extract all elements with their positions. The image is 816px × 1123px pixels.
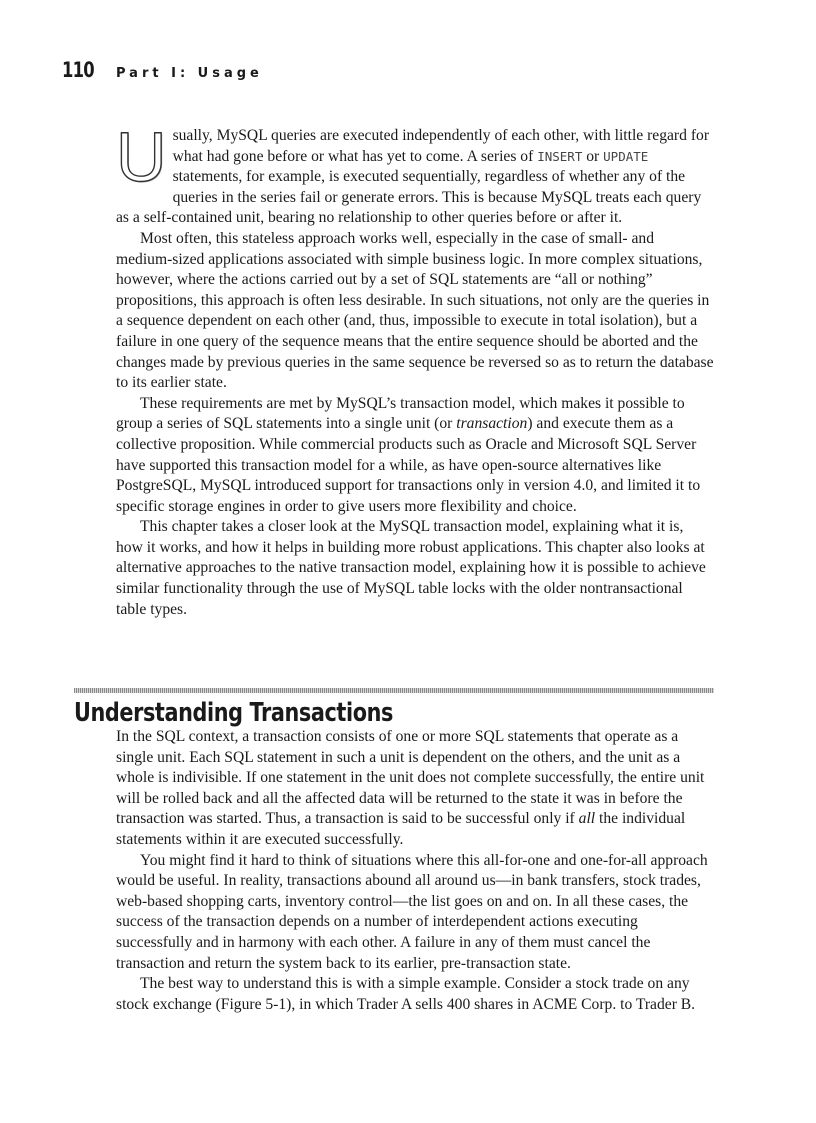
drop-cap: U bbox=[116, 118, 167, 196]
intro-paragraph-3 bbox=[116, 394, 714, 518]
section-paragraph-3: The best way to understand this is with a simple example. Consider a stock trade on any stock exchange (Figure 5-1), in which Trader A sells 400 shares in ACME Corp. to Trader B. bbox=[116, 975, 696, 1013]
section-p1-text-a: In the SQL context, a transaction consists of one or more SQL statements that operate as a single unit. Each SQL statement in such a unit is dependent on the others, and the unit as a whole is indivisible. If one statement in the unit does not complete successfully, the entire unit will be rolled back and all the affected data will be returned to the state it was in before the transaction was started. Thus, a transaction is said to be successful only if bbox=[116, 728, 705, 828]
section-p1-text-b: the individual statements within it are executed successfully. bbox=[116, 810, 686, 848]
intro-paragraph-1 bbox=[116, 118, 714, 229]
page-number: 110 bbox=[62, 58, 94, 82]
chapter-intro bbox=[116, 118, 714, 620]
running-head bbox=[62, 58, 263, 82]
term-transaction: transaction bbox=[456, 415, 528, 433]
code-update: UPDATE bbox=[603, 148, 649, 164]
intro-paragraph-4: This chapter takes a closer look at the MySQL transaction model, explaining what it is, how it works, and how it helps in building more robust applications. This chapter also looks at alternative approaches to the native transaction model, explaining how it is possible to achieve similar functionality through the use of MySQL table locks with the older nontransactional table types. bbox=[116, 518, 706, 618]
intro-p1-text-c: statements, for example, is executed sequentially, regardless of whether any of the queries in the series fail or generate errors. This is because MySQL treats each query as a self-contained unit, bearing no relationship to other queries before or after it. bbox=[116, 168, 702, 227]
intro-p3-text-a: These requirements are met by MySQL’s transaction model, which makes it possible to group a series of SQL statements into a single unit (or bbox=[116, 394, 685, 433]
section-body bbox=[116, 727, 714, 1015]
intro-p1-text-a: sually, MySQL queries are executed independently of each other, with little regard for what had gone before or what has yet to come. A series of bbox=[172, 127, 710, 165]
section-heading: Understanding Transactions bbox=[74, 698, 393, 728]
intro-p1-text-b: or bbox=[582, 147, 604, 165]
intro-p3-text-b: ) and execute them as a collective proposition. While commercial products such as Oracle and Microsoft SQL Server have supported this transaction model for a while, as have open-source alternatives like PostgreSQL, MySQL introduced support for transactions only in version 4.0, and limited it to specific storage engines in order to give users more flexibility and choice. bbox=[116, 415, 701, 515]
section-divider bbox=[74, 688, 714, 693]
code-insert: INSERT bbox=[537, 148, 583, 164]
intro-paragraph-2: Most often, this stateless approach works well, especially in the case of small- and medium-sized applications associated with simple business logic. In more complex situations, however, where the actions carried out by a set of SQL statements are “all or nothing” propositions, this approach is often less desirable. In such situations, not only are the queries in a sequence dependent on each other (and, thus, impossible to execute in total isolation), but a failure in one query of the sequence means that the entire sequence should be aborted and the changes made by previous queries in the same sequence be reversed so as to return the database to its earlier state. bbox=[116, 229, 714, 392]
emphasis-all: all bbox=[578, 810, 596, 828]
section-paragraph-1 bbox=[116, 727, 714, 851]
section-paragraph-2: You might find it hard to think of situations where this all-for-one and one-for-all approach would be useful. In reality, transactions abound all around us—in bank transfers, stock trades, web-based shopping carts, inventory control—the list goes on and on. In all these cases, the success of the transaction depends on a number of interdependent actions executing successfully and in harmony with each other. A failure in any of them must cancel the transaction and return the system back to its earlier, pre-transaction state. bbox=[116, 851, 708, 972]
part-label: Part I: Usage bbox=[116, 66, 263, 81]
